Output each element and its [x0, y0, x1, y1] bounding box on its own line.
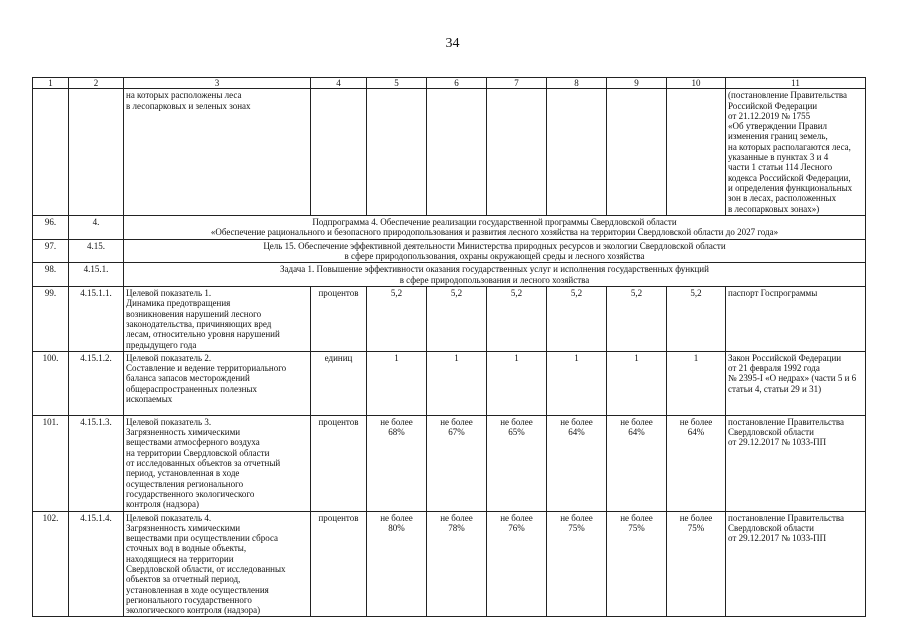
text-line: 64%: [568, 427, 585, 438]
text-line: в сфере природопользования и лесного хозяйства: [399, 274, 590, 285]
text-line: 68%: [388, 427, 405, 438]
text-line: 75%: [628, 522, 645, 533]
value-cell: [667, 415, 726, 511]
text-line: зон в лесах, расположенных: [728, 193, 837, 204]
value-cell: [607, 287, 667, 352]
value-cell: [607, 511, 667, 617]
text-line: 5,2: [450, 288, 463, 299]
text-line: Составление и ведение территориального: [126, 363, 287, 374]
text-line: Загрязненность химическими: [126, 522, 241, 533]
row-code-cell: 4.15.1.3.: [69, 415, 124, 511]
column-number: 3: [124, 78, 311, 89]
text-line: от 29.12.2017 № 1033-ПП: [728, 437, 827, 448]
value-cell: [367, 351, 427, 415]
text-line: не более: [440, 416, 473, 427]
text-line: от исследованных объектов за отчетный: [126, 458, 281, 469]
text-line: в лесопарковых и зеленых зонах: [126, 100, 251, 111]
text-line: не более: [440, 512, 473, 523]
section-title-cell: [124, 215, 866, 239]
text-line: Целевой показатель 3.: [126, 416, 212, 427]
column-number: 4: [311, 78, 367, 89]
text-line: «Обеспечение рационального и безопасного природопользования и развития лесного хозяйства на территории Свердловской области до 2027 года»: [210, 227, 779, 238]
text-line: сточных вод в водные объекты,: [126, 543, 247, 554]
row-number-cell: 96.: [33, 215, 69, 239]
section-row: [33, 215, 866, 239]
table-cell: [607, 89, 667, 216]
text-line: (постановление Правительства: [728, 90, 848, 101]
table-cell: [33, 89, 69, 216]
text-line: 67%: [448, 427, 465, 438]
value-cell: [367, 287, 427, 352]
text-line: общераспространенных полезных: [126, 383, 258, 394]
text-line: статьи 4, статьи 29 и 31): [728, 383, 822, 394]
row-number-cell: 98.: [33, 263, 69, 287]
text-line: не более: [560, 512, 593, 523]
text-line: в сфере природопользования, охраны окружающей среды и лесного хозяйства: [344, 251, 645, 262]
value-cell: [487, 511, 547, 617]
text-line: контроля (надзора): [126, 499, 200, 510]
value-cell: [427, 511, 487, 617]
unit-cell: процентов: [311, 415, 367, 511]
text-line: 78%: [448, 522, 465, 533]
text-line: от 21 февраля 1992 года: [728, 363, 820, 374]
text-line: не более: [560, 416, 593, 427]
row-code-cell: 4.15.: [69, 239, 124, 263]
table-row: [33, 511, 866, 617]
value-cell: [607, 351, 667, 415]
source-cell: [726, 89, 866, 216]
table-row: [33, 415, 866, 511]
text-line: не более: [679, 512, 713, 523]
text-line: 75%: [687, 522, 705, 533]
value-cell: [367, 415, 427, 511]
table-cell: [547, 89, 607, 216]
text-line: 76%: [508, 522, 525, 533]
text-line: осуществления регионального: [126, 478, 244, 489]
text-line: Цель 15. Обеспечение эффективной деятельности Министерства природных ресурсов и экологии Свердловской области: [263, 240, 726, 251]
value-cell: [427, 287, 487, 352]
text-line: Задача 1. Повышение эффективности оказания государственных услуг и исполнения государственных функций: [280, 264, 709, 275]
value-cell: [487, 351, 547, 415]
unit-cell: процентов: [311, 511, 367, 617]
value-cell: [367, 511, 427, 617]
table-cell: [367, 89, 427, 216]
text-line: Российской Федерации: [728, 100, 818, 111]
indicator-name-cell: [124, 415, 311, 511]
text-line: и определения функциональных: [728, 182, 853, 193]
page-number: 34: [445, 36, 460, 51]
row-code-cell: 4.: [69, 215, 124, 239]
unit-cell: процентов: [311, 287, 367, 352]
text-line: экологического контроля (надзора): [126, 605, 261, 616]
source-cell: [726, 351, 866, 415]
row-number-cell: 101.: [33, 415, 69, 511]
value-cell: [487, 287, 547, 352]
text-line: 5,2: [630, 288, 643, 299]
column-number: 1: [33, 78, 69, 89]
text-line: лесам, относительно уровня нарушений: [126, 329, 280, 340]
section-row: [33, 263, 866, 287]
text-line: Свердловской области: [728, 522, 814, 533]
text-line: Целевой показатель 4.: [126, 512, 212, 523]
text-line: изменения границ земель,: [728, 131, 828, 142]
source-cell: [726, 415, 866, 511]
row-number-cell: 102.: [33, 511, 69, 617]
indicator-name-cell: [124, 89, 311, 216]
indicator-name-cell: [124, 287, 311, 352]
text-line: 1: [454, 352, 459, 363]
text-line: № 2395-I «О недрах» (части 5 и 6: [728, 373, 857, 384]
text-line: 80%: [388, 522, 405, 533]
table-cell: [427, 89, 487, 216]
text-line: от 21.12.2019 № 1755: [728, 110, 811, 121]
indicator-name-cell: [124, 351, 311, 415]
row-code-cell: 4.15.1.1.: [69, 287, 124, 352]
indicators-table: [32, 77, 866, 617]
row-number-cell: 99.: [33, 287, 69, 352]
text-line: объектов за отчетный период,: [126, 574, 241, 585]
continuation-row: [33, 89, 866, 216]
column-number: 2: [69, 78, 124, 89]
text-line: Загрязненность химическими: [126, 427, 241, 438]
text-line: не более: [620, 512, 653, 523]
text-line: 1: [514, 352, 519, 363]
text-line: кодекса Российской Федерации,: [728, 172, 851, 183]
text-line: Свердловской области: [728, 427, 814, 438]
text-line: ископаемых: [126, 394, 173, 405]
section-title-cell: [124, 239, 866, 263]
column-number: 10: [667, 78, 726, 89]
text-line: Целевой показатель 1.: [126, 288, 212, 299]
text-line: законодательства, причиняющих вред: [126, 318, 272, 329]
text-line: находящиеся на территории: [126, 553, 234, 564]
text-line: 1: [693, 352, 699, 363]
text-line: Подпрограмма 4. Обеспечение реализации государственной программы Свердловской области: [312, 216, 677, 227]
text-line: не более: [500, 512, 533, 523]
section-row: [33, 239, 866, 263]
indicator-name-cell: [124, 511, 311, 617]
text-line: не более: [679, 416, 713, 427]
text-line: 5,2: [570, 288, 583, 299]
text-line: Динамика предотвращения: [126, 298, 231, 309]
text-line: не более: [500, 416, 533, 427]
unit-cell: единиц: [311, 351, 367, 415]
text-line: 5,2: [390, 288, 403, 299]
value-cell: [547, 415, 607, 511]
text-line: 1: [394, 352, 399, 363]
column-number: 5: [367, 78, 427, 89]
text-line: на которых расположены леса: [126, 90, 242, 101]
text-line: 75%: [568, 522, 585, 533]
row-code-cell: 4.15.1.2.: [69, 351, 124, 415]
text-line: 1: [634, 352, 639, 363]
text-line: 64%: [628, 427, 645, 438]
column-number-row: [33, 78, 866, 89]
text-line: 5,2: [510, 288, 523, 299]
source-cell: [726, 511, 866, 617]
table-row: [33, 351, 866, 415]
value-cell: [667, 287, 726, 352]
text-line: не более: [380, 416, 413, 427]
value-cell: [427, 351, 487, 415]
value-cell: [667, 351, 726, 415]
value-cell: [547, 351, 607, 415]
value-cell: [547, 511, 607, 617]
text-line: на территории Свердловской области: [126, 447, 270, 458]
value-cell: [487, 415, 547, 511]
text-line: возникновения нарушений лесного: [126, 308, 262, 319]
text-line: постановление Правительства: [728, 416, 845, 427]
text-line: веществами при осуществлении сброса: [126, 533, 279, 544]
text-line: государственного экологического: [126, 488, 255, 499]
column-number: 6: [427, 78, 487, 89]
text-line: Целевой показатель 2.: [126, 352, 212, 363]
text-line: не более: [380, 512, 413, 523]
column-number: 8: [547, 78, 607, 89]
row-code-cell: 4.15.1.4.: [69, 511, 124, 617]
text-line: на которых располагаются леса,: [728, 141, 851, 152]
text-line: части 1 статьи 114 Лесного: [728, 162, 833, 173]
row-code-cell: 4.15.1.: [69, 263, 124, 287]
text-line: «Об утверждении Правил: [728, 121, 827, 132]
text-line: регионального государственного: [126, 594, 252, 605]
value-cell: [667, 511, 726, 617]
text-line: 65%: [508, 427, 525, 438]
text-line: паспорт Госпрограммы: [728, 288, 818, 299]
text-line: Свердловской области, от исследованных: [126, 563, 286, 574]
table-cell: [311, 89, 367, 216]
text-line: постановление Правительства: [728, 512, 845, 523]
text-line: 64%: [687, 427, 705, 438]
text-line: указанные в пунктах 3 и 4: [728, 152, 829, 163]
text-line: от 29.12.2017 № 1033-ПП: [728, 533, 827, 544]
value-cell: [547, 287, 607, 352]
value-cell: [607, 415, 667, 511]
text-line: период, установленная в ходе: [126, 468, 240, 479]
table-row: [33, 287, 866, 352]
value-cell: [427, 415, 487, 511]
text-line: веществами атмосферного воздуха: [126, 437, 260, 448]
text-line: установленная в ходе осуществления: [126, 584, 269, 595]
text-line: 5,2: [690, 288, 702, 299]
table-cell: [69, 89, 124, 216]
text-line: не более: [620, 416, 653, 427]
text-line: 1: [574, 352, 579, 363]
column-number: 7: [487, 78, 547, 89]
table-cell: [667, 89, 726, 216]
table-cell: [487, 89, 547, 216]
column-number: 11: [726, 78, 866, 89]
section-title-cell: [124, 263, 866, 287]
text-line: Закон Российской Федерации: [728, 352, 842, 363]
source-cell: [726, 287, 866, 352]
column-number: 9: [607, 78, 667, 89]
text-line: в лесопарковых зонах»): [728, 203, 820, 214]
row-number-cell: 100.: [33, 351, 69, 415]
text-line: баланса запасов месторождений: [126, 373, 250, 384]
row-number-cell: 97.: [33, 239, 69, 263]
text-line: предыдущего года: [126, 339, 197, 350]
